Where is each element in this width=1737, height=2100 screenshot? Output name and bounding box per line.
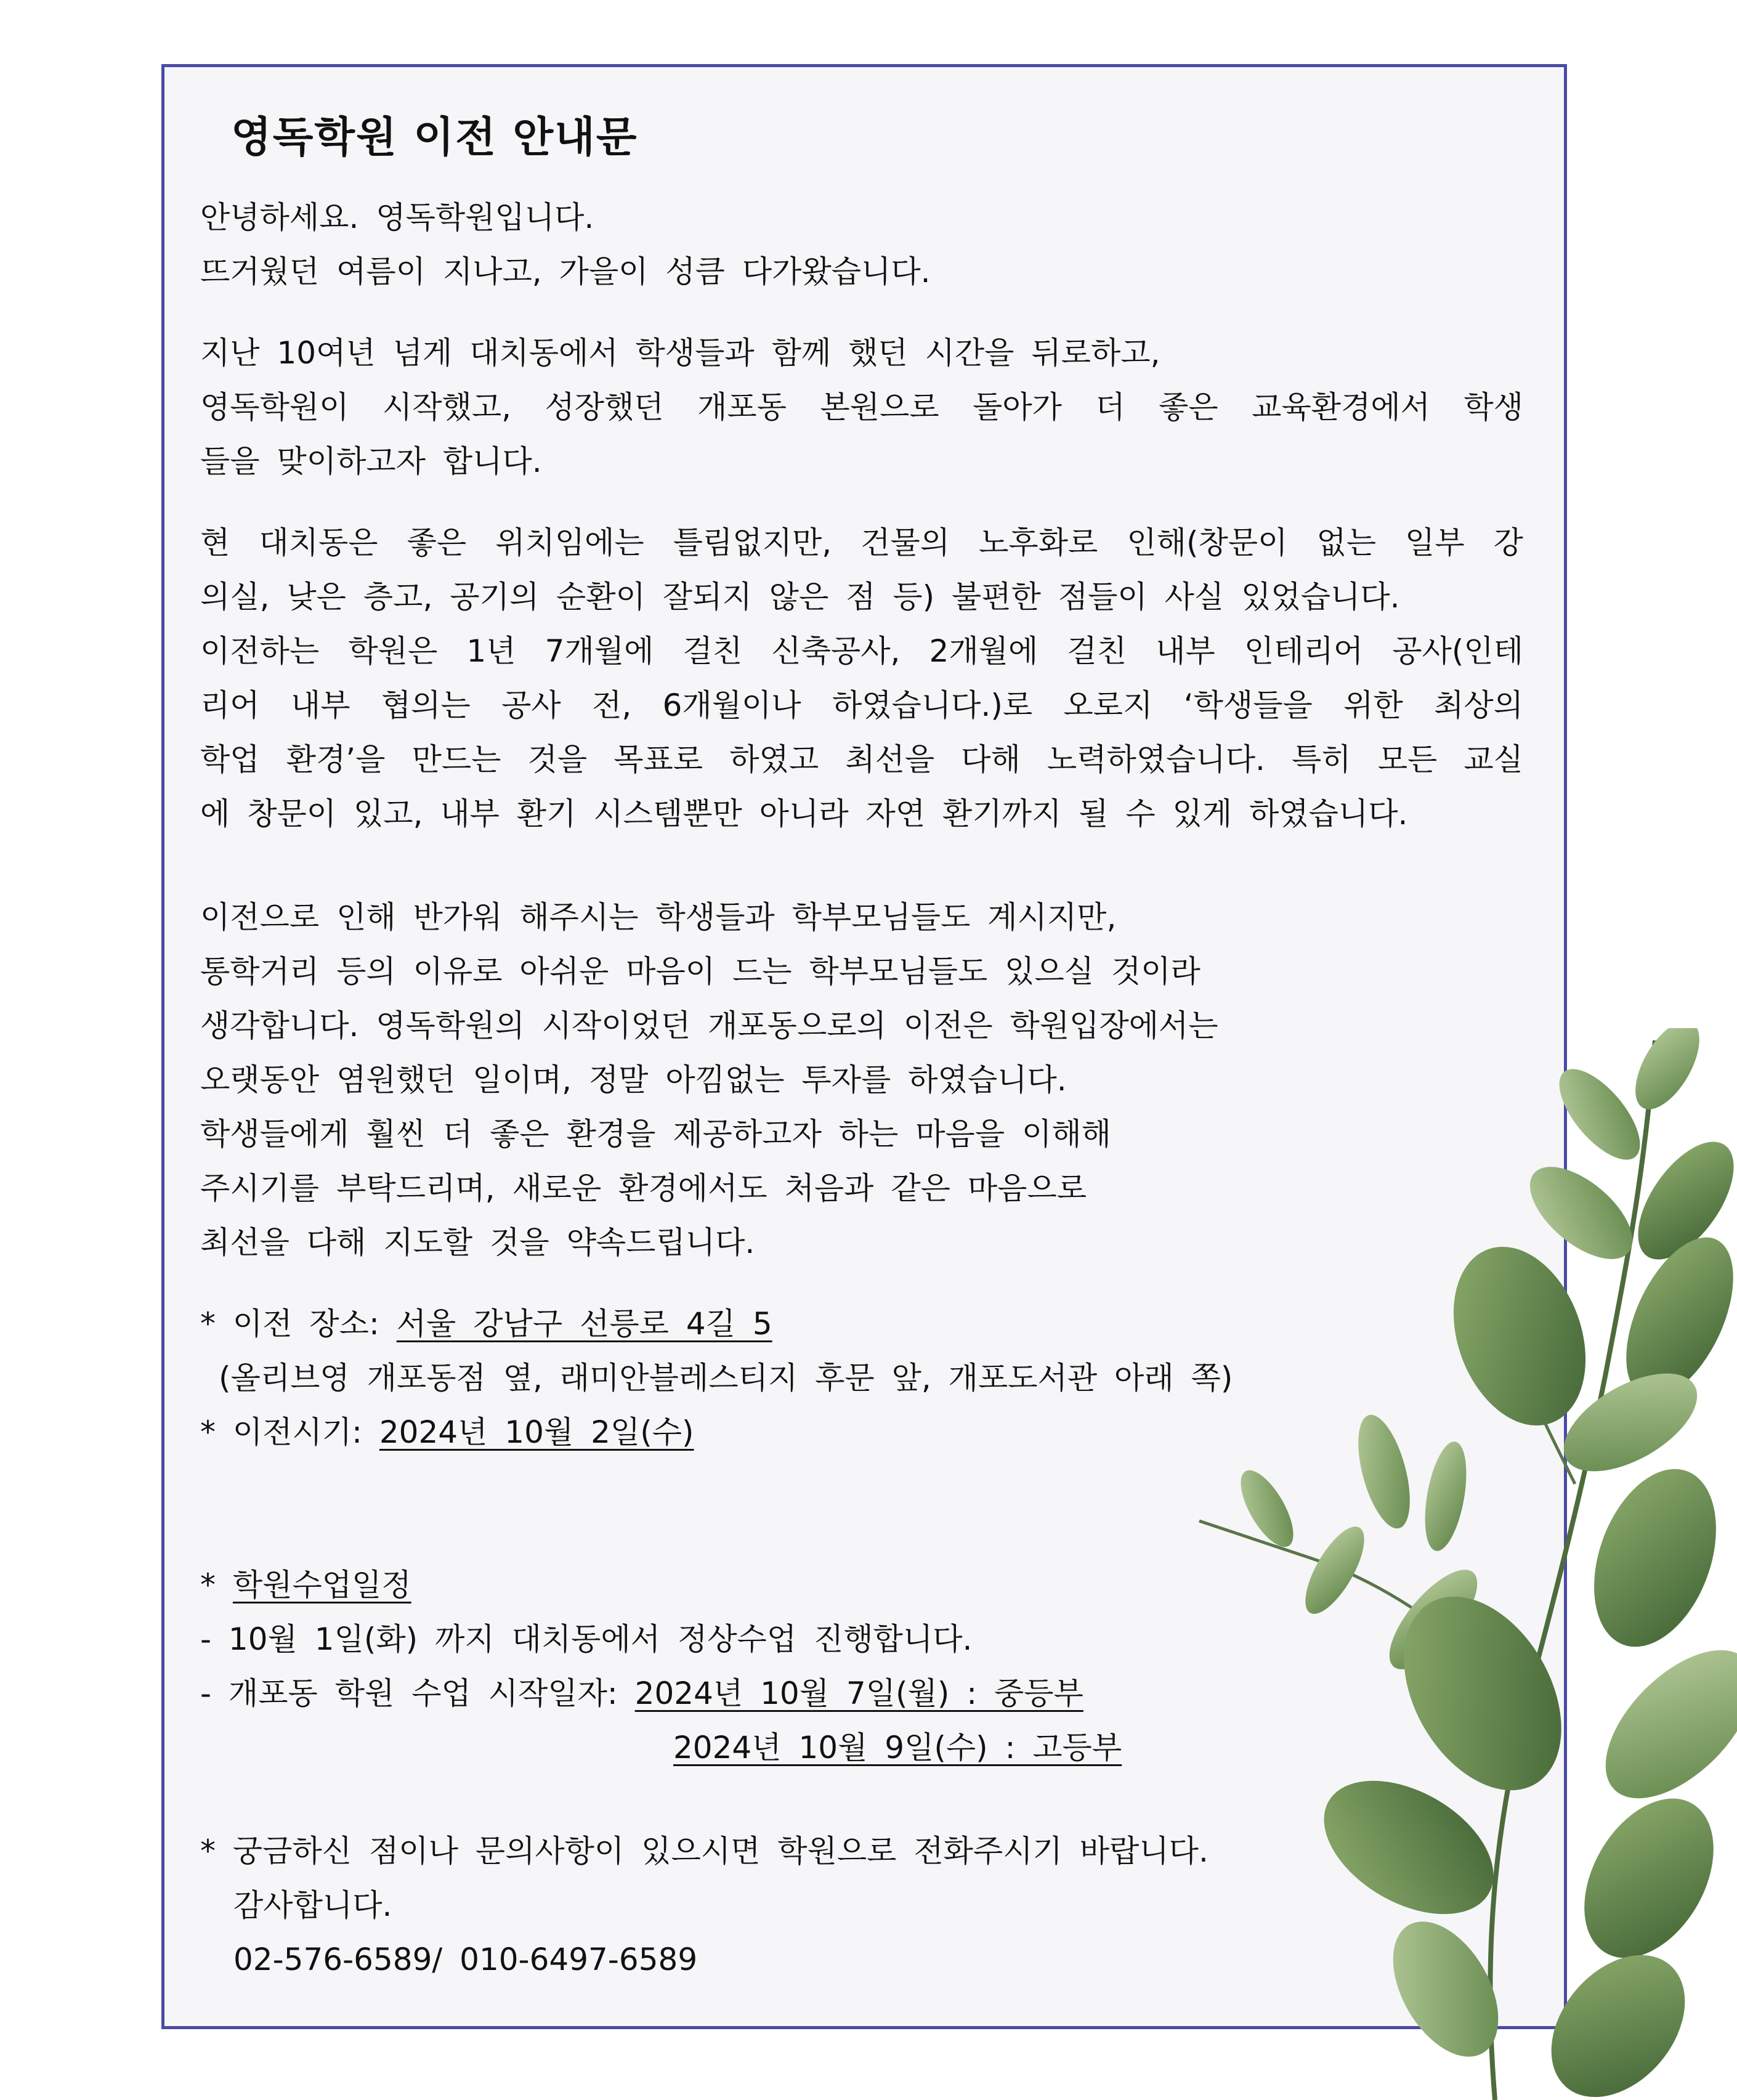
location-line xyxy=(200,1297,1523,1351)
greeting-line: 안녕하세요. 영독학원입니다. xyxy=(200,200,594,235)
paragraph-line: 지난 10여년 넘게 대치동에서 학생들과 함께 했던 시간을 뒤로하고, xyxy=(200,335,1160,371)
paragraph-line: 생각합니다. 영독학원의 시작이었던 개포동으로의 이전은 학원입장에서는 xyxy=(200,1008,1218,1044)
schedule-start-label: - 개포동 학원 수업 시작일자: xyxy=(200,1676,635,1711)
paragraph-line: 학생들에게 훨씬 더 좋은 환경을 제공하고자 하는 마음을 이해해 xyxy=(200,1116,1111,1152)
location-address: 서울 강남구 선릉로 4길 5 xyxy=(396,1306,772,1342)
thanks-line: 감사합니다. xyxy=(233,1887,392,1923)
paragraph-line: 현 대치동은 좋은 위치임에는 틀림없지만, 건물의 노후화로 인해(창문이 없는 일부 강 xyxy=(200,525,1523,561)
paragraph-line: 영독학원이 시작했고, 성장했던 개포동 본원으로 돌아가 더 좋은 교육환경에서 학생 xyxy=(200,389,1523,425)
paragraph-line: 오랫동안 염원했던 일이며, 정말 아낌없는 투자를 하였습니다. xyxy=(200,1062,1067,1098)
timing-label: * 이전시기: xyxy=(200,1414,379,1450)
timing-line xyxy=(200,1405,1523,1459)
greeting-line: 뜨거웠던 여름이 지나고, 가을이 성큼 다가왔습니다. xyxy=(200,254,931,290)
schedule-daechi-line: - 10월 1일(화) 까지 대치동에서 정상수업 진행합니다. xyxy=(200,1621,973,1657)
paragraph-line: 최선을 다해 지도할 것을 약속드립니다. xyxy=(200,1225,755,1260)
schedule-gaepo-line xyxy=(200,1666,1523,1721)
notice-title: 영독학원 이전 안내문 xyxy=(231,113,638,162)
paragraph-line: 학업 환경’을 만드는 것을 목표로 하였고 최선을 다해 노력하였습니다. 특히 모든 교실 xyxy=(200,742,1523,777)
location-label: * 이전 장소: xyxy=(200,1306,397,1342)
middle-school-start: 2024년 10월 7일(월) : 중등부 xyxy=(634,1676,1083,1711)
paragraph-line: 이전으로 인해 반가워 해주시는 학생들과 학부모님들도 계시지만, xyxy=(200,899,1117,935)
contact-line: * 궁금하신 점이나 문의사항이 있으시면 학원으로 전화주시기 바랍니다. xyxy=(200,1833,1209,1869)
schedule-star: * xyxy=(200,1567,233,1603)
paragraph-line: 에 창문이 있고, 내부 환기 시스템뿐만 아니라 자연 환기까지 될 수 있게 하였습니다. xyxy=(200,796,1408,832)
paragraph-line: 주시기를 부탁드리며, 새로운 환경에서도 처음과 같은 마음으로 xyxy=(200,1170,1087,1206)
timing-date: 2024년 10월 2일(수) xyxy=(379,1414,694,1450)
paragraph-line: 이전하는 학원은 1년 7개월에 걸친 신축공사, 2개월에 걸친 내부 인테리어 공사(인테 xyxy=(200,633,1523,669)
notice-body xyxy=(200,190,1523,1987)
high-school-line xyxy=(200,1721,1523,1775)
location-note: (올리브영 개포동점 옆, 래미안블레스티지 후문 앞, 개포도서관 아래 쪽) xyxy=(219,1360,1233,1396)
paragraph-line: 의실, 낮은 층고, 공기의 순환이 잘되지 않은 점 등) 불편한 점들이 사실 있었습니다. xyxy=(200,579,1400,615)
notice-frame xyxy=(161,64,1567,2029)
high-school-start: 2024년 10월 9일(수) : 고등부 xyxy=(673,1730,1122,1766)
schedule-heading-line xyxy=(200,1558,1523,1612)
paragraph-line: 통학거리 등의 이유로 아쉬운 마음이 드는 학부모님들도 있으실 것이라 xyxy=(200,954,1201,989)
phone-numbers: 02-576-6589/ 010-6497-6589 xyxy=(233,1942,698,1977)
paragraph-line: 들을 맞이하고자 합니다. xyxy=(200,444,542,479)
schedule-heading: 학원수업일정 xyxy=(232,1567,411,1603)
paragraph-line: 리어 내부 협의는 공사 전, 6개월이나 하였습니다.)로 오로지 ‘학생들을 위한 최상의 xyxy=(200,687,1523,723)
